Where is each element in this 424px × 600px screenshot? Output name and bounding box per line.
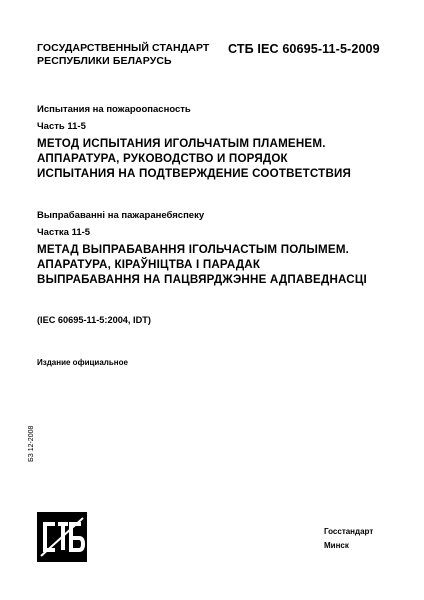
- edition-label: Издание официальное: [37, 358, 128, 367]
- publisher: [324, 527, 373, 551]
- agency-line-2: РЕСПУБЛИКИ БЕЛАРУСЬ: [37, 55, 172, 67]
- ru-block: [37, 104, 417, 181]
- ru-series: Испытания на пожароопасность: [37, 104, 191, 115]
- side-note: БЗ 12-2008: [28, 425, 35, 462]
- ru-title-line: МЕТОД ИСПЫТАНИЯ ИГОЛЬЧАТЫМ ПЛАМЕНЕМ.: [37, 137, 326, 150]
- publisher-city: Минск: [324, 541, 349, 550]
- by-title-line: МЕТАД ВЫПРАБАВАННЯ ІГОЛЬЧАСТЫМ ПОЛЫМЕМ.: [37, 243, 350, 256]
- ru-title-line: АППАРАТУРА, РУКОВОДСТВО И ПОРЯДОК: [37, 152, 288, 165]
- standard-code: СТБ IEC 60695-11-5-2009: [228, 42, 380, 56]
- ru-title-line: ИСПЫТАНИЯ НА ПОДТВЕРЖДЕНИЕ СООТВЕТСТВИЯ: [37, 167, 352, 180]
- by-title: [37, 242, 421, 287]
- international-reference: (IEC 60695-11-5:2004, IDT): [37, 315, 151, 325]
- ru-title: [37, 136, 417, 181]
- by-block: [37, 210, 421, 287]
- agency-line-1: ГОСУДАРСТВЕННЫЙ СТАНДАРТ: [37, 42, 210, 54]
- by-series: Выпрабаванні на пажаранебяспеку: [37, 210, 205, 221]
- agency-name: [37, 42, 209, 68]
- by-title-line: АПАРАТУРА, КІРАЎНІЦТВА І ПАРАДАК: [37, 258, 261, 271]
- stb-logo-icon: [37, 512, 87, 562]
- by-title-line: ВЫПРАБАВАННЯ НА ПАЦВЯРДЖЭННЕ АДПАВЕДНАСЦІ: [37, 273, 367, 286]
- stb-logo: [37, 512, 87, 567]
- publisher-name: Госстандарт: [324, 527, 374, 536]
- ru-part: Часть 11-5: [37, 121, 86, 132]
- by-part: Частка 11-5: [37, 227, 91, 238]
